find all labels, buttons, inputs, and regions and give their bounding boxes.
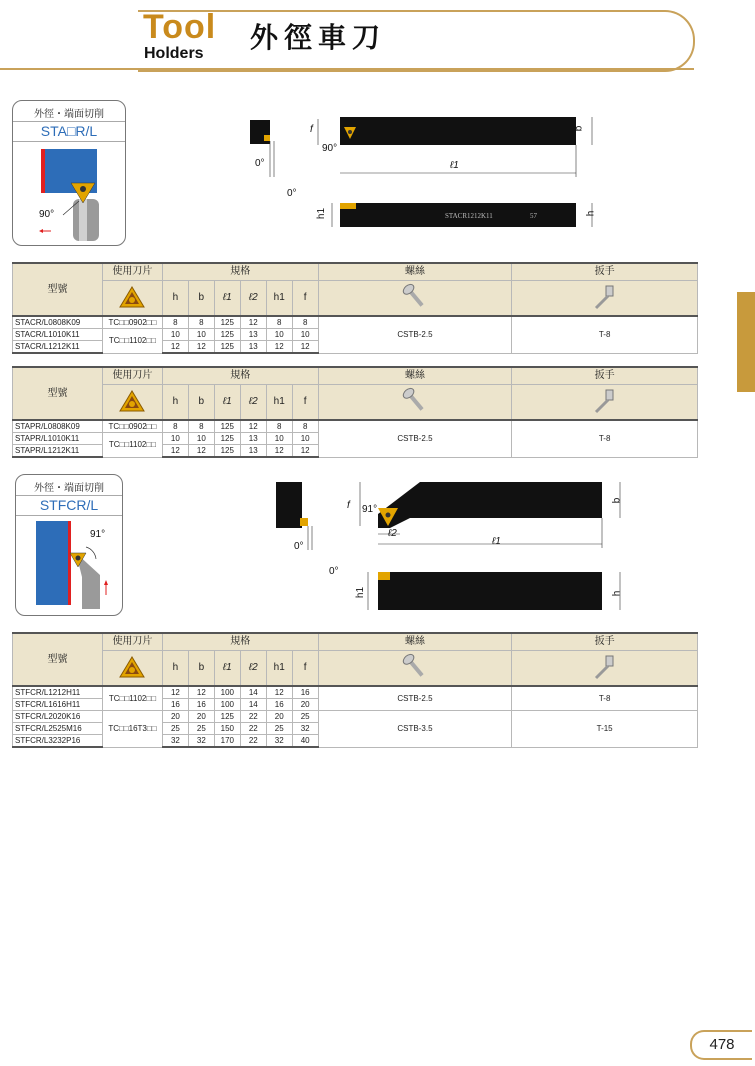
cell-l1: 100 (214, 686, 240, 699)
cell-h: 10 (162, 329, 188, 341)
cell-b: 12 (188, 445, 214, 458)
table-row-model: STFCR/L1212H11 (13, 686, 103, 699)
cell-l1: 125 (214, 329, 240, 341)
dim-angle-0b-2: 0° (329, 566, 339, 577)
cell-l1: 125 (214, 420, 240, 433)
table-row-model: STFCR/L3232P16 (13, 735, 103, 748)
cell-b: 12 (188, 686, 214, 699)
cell-b: 32 (188, 735, 214, 748)
screw-cell: CSTB-3.5 (318, 711, 512, 748)
col-wrench: 扳手 (512, 263, 698, 281)
cell-f: 12 (292, 445, 318, 458)
cell-l2: 13 (240, 329, 266, 341)
dim-f-2: f (347, 500, 350, 511)
col-f: f (292, 385, 318, 421)
cell-h: 16 (162, 699, 188, 711)
dim-b-2: b (611, 497, 623, 504)
logo-holders: Holders (144, 45, 204, 62)
cell-h1: 8 (266, 316, 292, 329)
cell-h: 25 (162, 723, 188, 735)
cell-b: 10 (188, 329, 214, 341)
insert-icon (102, 651, 162, 687)
table-row-model: STFCR/L2525M16 (13, 723, 103, 735)
cell-l1: 170 (214, 735, 240, 748)
cell-h: 12 (162, 686, 188, 699)
table-row-model: STFCR/L1616H11 (13, 699, 103, 711)
cell-l2: 13 (240, 433, 266, 445)
dim-angle-0b: 0° (287, 188, 297, 199)
cell-f: 8 (292, 420, 318, 433)
col-wrench: 扳手 (512, 633, 698, 651)
cell-f: 40 (292, 735, 318, 748)
wrench-icon (512, 651, 698, 687)
dim-angle-0a: 0° (255, 158, 265, 169)
side-tab (737, 292, 755, 392)
screw-cell: CSTB-2.5 (318, 420, 512, 457)
sta-schematic (13, 143, 125, 243)
bar-marking-text: STACR1212K11 (445, 212, 493, 220)
tool-drawing-stfcr (270, 478, 630, 618)
cell-f: 10 (292, 433, 318, 445)
cell-b: 8 (188, 420, 214, 433)
col-insert: 使用刀片 (102, 633, 162, 651)
dim-h1-2: h1 (355, 586, 367, 599)
dim-h-1: h (585, 210, 597, 217)
cell-f: 12 (292, 341, 318, 354)
table-row-model: STACR/L0808K09 (13, 316, 103, 329)
cell-l2: 13 (240, 341, 266, 354)
dim-h1-1: h1 (316, 207, 328, 220)
cell-l1: 125 (214, 341, 240, 354)
box1-angle: 90° (39, 209, 55, 220)
col-l2: ℓ2 (240, 385, 266, 421)
cell-h1: 20 (266, 711, 292, 723)
col-insert: 使用刀片 (102, 263, 162, 281)
cell-b: 10 (188, 433, 214, 445)
bar-marking-num: 57 (530, 212, 537, 220)
cell-h1: 12 (266, 686, 292, 699)
type-box-caption: 外徑・端面切削 (34, 483, 104, 494)
spec-table-stacr (12, 262, 698, 354)
cell-h: 8 (162, 316, 188, 329)
insert-cell: TC□□1102□□ (102, 686, 162, 711)
col-b: b (188, 385, 214, 421)
type-box-code: STFCR/L (16, 495, 122, 516)
header-frame (138, 10, 695, 72)
cell-h1: 10 (266, 433, 292, 445)
cell-l1: 125 (214, 445, 240, 458)
wrench-cell: T-15 (512, 711, 698, 748)
table-row-model: STFCR/L2020K16 (13, 711, 103, 723)
col-h: h (162, 651, 188, 687)
col-model: 型號 (13, 263, 103, 316)
col-screw: 螺絲 (318, 263, 512, 281)
table-row-model: STAPR/L1010K11 (13, 433, 103, 445)
col-l2: ℓ2 (240, 281, 266, 317)
screw-icon (318, 385, 512, 421)
wrench-icon (512, 281, 698, 317)
table-row-model: STAPR/L1212K11 (13, 445, 103, 458)
stfcr-schematic (16, 517, 122, 613)
cell-h: 32 (162, 735, 188, 748)
screw-icon (318, 281, 512, 317)
col-insert: 使用刀片 (102, 367, 162, 385)
spec-table-stfcr (12, 632, 698, 748)
col-l1: ℓ1 (214, 281, 240, 317)
cell-l2: 13 (240, 445, 266, 458)
cell-b: 16 (188, 699, 214, 711)
insert-cell: TC□□0902□□ (102, 316, 162, 329)
box2-angle: 91° (90, 529, 106, 540)
col-l1: ℓ1 (214, 385, 240, 421)
cell-h1: 16 (266, 699, 292, 711)
cell-b: 20 (188, 711, 214, 723)
insert-cell: TC□□0902□□ (102, 420, 162, 433)
dim-b-1: b (573, 125, 585, 132)
cell-l1: 150 (214, 723, 240, 735)
type-box-stfcr (15, 474, 123, 616)
tool-drawing-sta (240, 105, 610, 245)
cell-h1: 25 (266, 723, 292, 735)
col-b: b (188, 651, 214, 687)
col-screw: 螺絲 (318, 633, 512, 651)
dim-l1-1: ℓ1 (450, 160, 459, 171)
cell-h: 12 (162, 341, 188, 354)
screw-cell: CSTB-2.5 (318, 686, 512, 711)
col-h: h (162, 385, 188, 421)
col-spec: 規格 (162, 263, 318, 281)
cell-b: 12 (188, 341, 214, 354)
cell-b: 25 (188, 723, 214, 735)
table-row-model: STACR/L1010K11 (13, 329, 103, 341)
col-f: f (292, 281, 318, 317)
col-model: 型號 (13, 367, 103, 420)
dim-angle-90: 90° (322, 143, 338, 154)
cell-f: 25 (292, 711, 318, 723)
cell-f: 10 (292, 329, 318, 341)
table-row-model: STACR/L1212K11 (13, 341, 103, 354)
screw-icon (318, 651, 512, 687)
insert-icon (102, 281, 162, 317)
cell-h: 10 (162, 433, 188, 445)
page-title: 外徑車刀 (250, 21, 387, 54)
cell-f: 16 (292, 686, 318, 699)
wrench-icon (512, 385, 698, 421)
cell-l2: 12 (240, 316, 266, 329)
cell-b: 8 (188, 316, 214, 329)
cell-h: 12 (162, 445, 188, 458)
wrench-cell: T-8 (512, 686, 698, 711)
col-b: b (188, 281, 214, 317)
page-number: 478 (690, 1030, 752, 1060)
insert-cell: TC□□16T3□□ (102, 711, 162, 748)
cell-l2: 14 (240, 699, 266, 711)
table-row-model: STAPR/L0808K09 (13, 420, 103, 433)
col-spec: 規格 (162, 633, 318, 651)
cell-h1: 8 (266, 420, 292, 433)
cell-l2: 22 (240, 723, 266, 735)
cell-f: 8 (292, 316, 318, 329)
dim-angle-91: 91° (362, 504, 378, 515)
cell-h1: 12 (266, 341, 292, 354)
insert-cell: TC□□1102□□ (102, 433, 162, 458)
col-h1: h1 (266, 281, 292, 317)
cell-l1: 125 (214, 433, 240, 445)
cell-l1: 125 (214, 316, 240, 329)
col-spec: 規格 (162, 367, 318, 385)
col-l2: ℓ2 (240, 651, 266, 687)
dim-f-1: f (310, 124, 313, 135)
cell-h1: 10 (266, 329, 292, 341)
type-box-caption: 外徑・端面切削 (34, 109, 104, 120)
dim-l2-2: ℓ2 (388, 528, 397, 539)
wrench-cell: T-8 (512, 420, 698, 457)
col-screw: 螺絲 (318, 367, 512, 385)
col-model: 型號 (13, 633, 103, 686)
type-box-code: STA□R/L (13, 121, 125, 142)
col-h1: h1 (266, 385, 292, 421)
cell-h: 8 (162, 420, 188, 433)
cell-l1: 100 (214, 699, 240, 711)
cell-l2: 22 (240, 735, 266, 748)
cell-h1: 12 (266, 445, 292, 458)
cell-l2: 14 (240, 686, 266, 699)
logo-tool: Tool (143, 8, 217, 46)
col-l1: ℓ1 (214, 651, 240, 687)
insert-cell: TC□□1102□□ (102, 329, 162, 354)
dim-angle-0a-2: 0° (294, 541, 304, 552)
cell-l2: 12 (240, 420, 266, 433)
col-h: h (162, 281, 188, 317)
insert-icon (102, 385, 162, 421)
col-wrench: 扳手 (512, 367, 698, 385)
cell-h: 20 (162, 711, 188, 723)
cell-f: 20 (292, 699, 318, 711)
type-box-sta (12, 100, 126, 246)
cell-l2: 22 (240, 711, 266, 723)
dim-h-2: h (611, 590, 623, 597)
header-rule (0, 68, 694, 70)
cell-h1: 32 (266, 735, 292, 748)
cell-f: 32 (292, 723, 318, 735)
dim-l1-2: ℓ1 (492, 536, 501, 547)
screw-cell: CSTB-2.5 (318, 316, 512, 353)
cell-l1: 125 (214, 711, 240, 723)
col-f: f (292, 651, 318, 687)
spec-table-stapr (12, 366, 698, 458)
col-h1: h1 (266, 651, 292, 687)
wrench-cell: T-8 (512, 316, 698, 353)
